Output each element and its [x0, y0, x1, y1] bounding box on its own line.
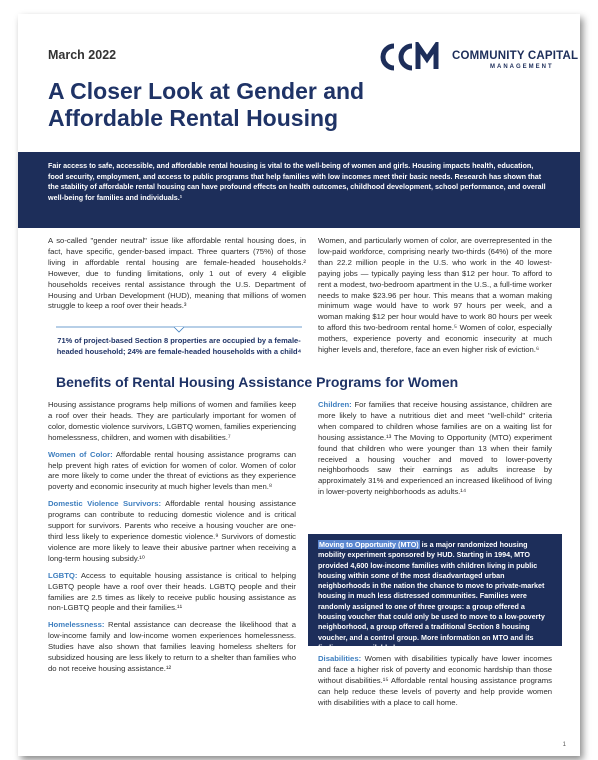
benefit-lead: Disabilities:	[318, 654, 362, 663]
benefit-lead: Women of Color:	[48, 449, 113, 459]
benefits-right-column-lower	[318, 654, 552, 715]
benefit-text: Affordable rental housing assistance programs can contribute to reducing domestic violence and is critical support for survivors. Parents who receive a housing voucher are one-third less likely to experience domestic violence.⁹ Survivors of domestic violence are more likely to leave their abusive partner when receiving a long-term housing subsidy.¹⁰	[48, 499, 296, 563]
intro-right-column	[318, 236, 552, 362]
benefit-text: Women with disabilities typically have lower incomes and face a higher risk of poverty and economic hardship than those without disabilities.¹⁵ Affordable rental housing assistance programs can help reduce these levels of poverty and help provide women with disabilities with a place to call home.	[318, 654, 552, 707]
page-number: 1	[562, 742, 566, 748]
benefit-lead: Domestic Violence Survivors:	[48, 499, 162, 509]
callout-divider	[56, 323, 302, 335]
benefit-lgbtq	[48, 571, 296, 615]
intro-banner-text: Fair access to safe, accessible, and affordable rental housing is vital to the well-being of women and girls. Housing impacts health, education, food security, employment, and access to public programs that help families with low incomes meet their basic needs. Research has shown that the stability of affordable rental housing can have profound effects on health outcomes, childhood development, school performance, and overall well-being for families and individuals.¹	[48, 161, 546, 202]
benefit-text: Access to equitable housing assistance is critical to helping LGBTQ people have a roof over their heads. LGBTQ people and their families are 2.5 times as likely to receive public housing assistance as non-LGBTQ people and their families.¹¹	[48, 570, 296, 613]
mto-info-box	[308, 534, 562, 652]
benefit-text: Rental assistance can decrease the likelihood that a low-income family and low-income women experiences homelessness. Studies have also shown that families leaving homeless shelters for subsidized housing are less likely to return to a shelter than families who do not receive housing assistance.¹²	[48, 620, 296, 673]
document-title: A Closer Look at Gender and Affordable Rental Housing	[48, 78, 365, 131]
benefit-text: For families that receive housing assistance, children are more likely to have a nutritious diet and meet "well-child" criteria when compared to children whose families are on a waiting list for housing assistance.¹³ The Moving to Opportunity (MTO) experiment found that children who were younger than 13 when their family received a housing voucher and moved to lower-poverty neighborhoods saw their earnings as adults increase by approximately 31% and experienced an increased likelihood of living in lower-poverty neighborhoods as adults.¹⁴	[318, 400, 552, 497]
benefits-left-column	[48, 400, 296, 681]
benefit-women-of-color	[48, 450, 296, 494]
ccm-logo	[380, 42, 579, 74]
intro-left-column	[48, 236, 306, 318]
section8-callout	[56, 336, 302, 357]
mto-text: is a major randomized housing mobility experiment sponsored by HUD. Starting in 1994, MTO provided 4,600 low-income families with children living in public housing within some of the most disadvantaged urban neighborhoods in the nation the chance to move to private-market housing in much less distressed communities. Families were randomly assigned to one of three groups: a group offered a housing voucher that could only be used to move to a low-poverty neighborhood, a group offered a traditional Section 8 housing voucher, and a control group. More information on MTO and its findings are available	[318, 540, 545, 652]
mto-lead: Moving to Opportunity (MTO)	[319, 540, 419, 549]
benefit-children	[318, 400, 552, 498]
intro-left-paragraph: A so-called "gender neutral" issue like affordable rental housing does, in fact, have specific, gender-based impact. Three quarters (75%) of those living in affordable rental housing are female-headed households.² However, due to funding limitations, only 1 out of every 4 eligible households receives rental assistance through the U.S. Department of Housing and Urban Development (HUD), meaning that millions of women struggle to keep a roof over their heads.³	[48, 236, 306, 311]
mto-more-info-link[interactable]: here	[393, 642, 409, 652]
mto-end: .	[408, 642, 411, 652]
benefits-right-column	[318, 400, 552, 504]
benefits-intro-paragraph: Housing assistance programs help millions of women and families keep a roof over their heads. They are particularly important for women of color, domestic violence survivors, LGBTQ women, families experiencing homelessness, children, and women with disabilities.⁷	[48, 400, 296, 442]
ccm-logo-mark-icon	[380, 42, 446, 72]
logo-text-secondary: MANAGEMENT	[490, 64, 554, 70]
section8-callout-text: 71% of project-based Section 8 properties are occupied by a female-headed household; 24% are female-headed households with a child⁴	[56, 336, 302, 356]
benefit-lead: LGBTQ:	[48, 570, 78, 580]
document-page	[18, 14, 580, 756]
benefits-section-title: Benefits of Rental Housing Assistance Programs for Women	[56, 374, 459, 390]
intro-banner	[18, 152, 580, 228]
intro-right-paragraph: Women, and particularly women of color, are overrepresented in the low-paid workforce, comprising nearly two-thirds (64%) of the more than 22.2 million people in the U.S. who work in the 40 lowest-paying jobs — typically paying less than $12 per hour. To afford to rent a modest, two-bedroom apartment in the U.S., a full-time worker needs to make $23.96 per hour. This means that a woman making minimum wage would have to work 97 hours per week, and a woman making $12 per hour would have to work 80 hours per week to afford this two-bedroom rental home.⁵ Women of color, especially mothers, experience poverty and economic insecurity at much higher levels and, therefore, face an even higher risk of eviction.⁶	[318, 236, 552, 355]
logo-text-primary: COMMUNITY CAPITAL	[452, 50, 579, 62]
benefit-lead: Children:	[318, 400, 352, 409]
benefit-lead: Homelessness:	[48, 620, 105, 630]
benefit-domestic-violence	[48, 499, 296, 564]
benefit-disabilities	[318, 654, 552, 709]
publication-date: March 2022	[48, 48, 117, 62]
benefit-homelessness	[48, 620, 296, 675]
benefit-text: Affordable rental housing assistance programs can help prevent high rates of eviction for women of color. Women of color are more likely to come under the threat of evictions as they experience poverty and economic insecurity at much higher levels than men.⁸	[48, 449, 297, 492]
